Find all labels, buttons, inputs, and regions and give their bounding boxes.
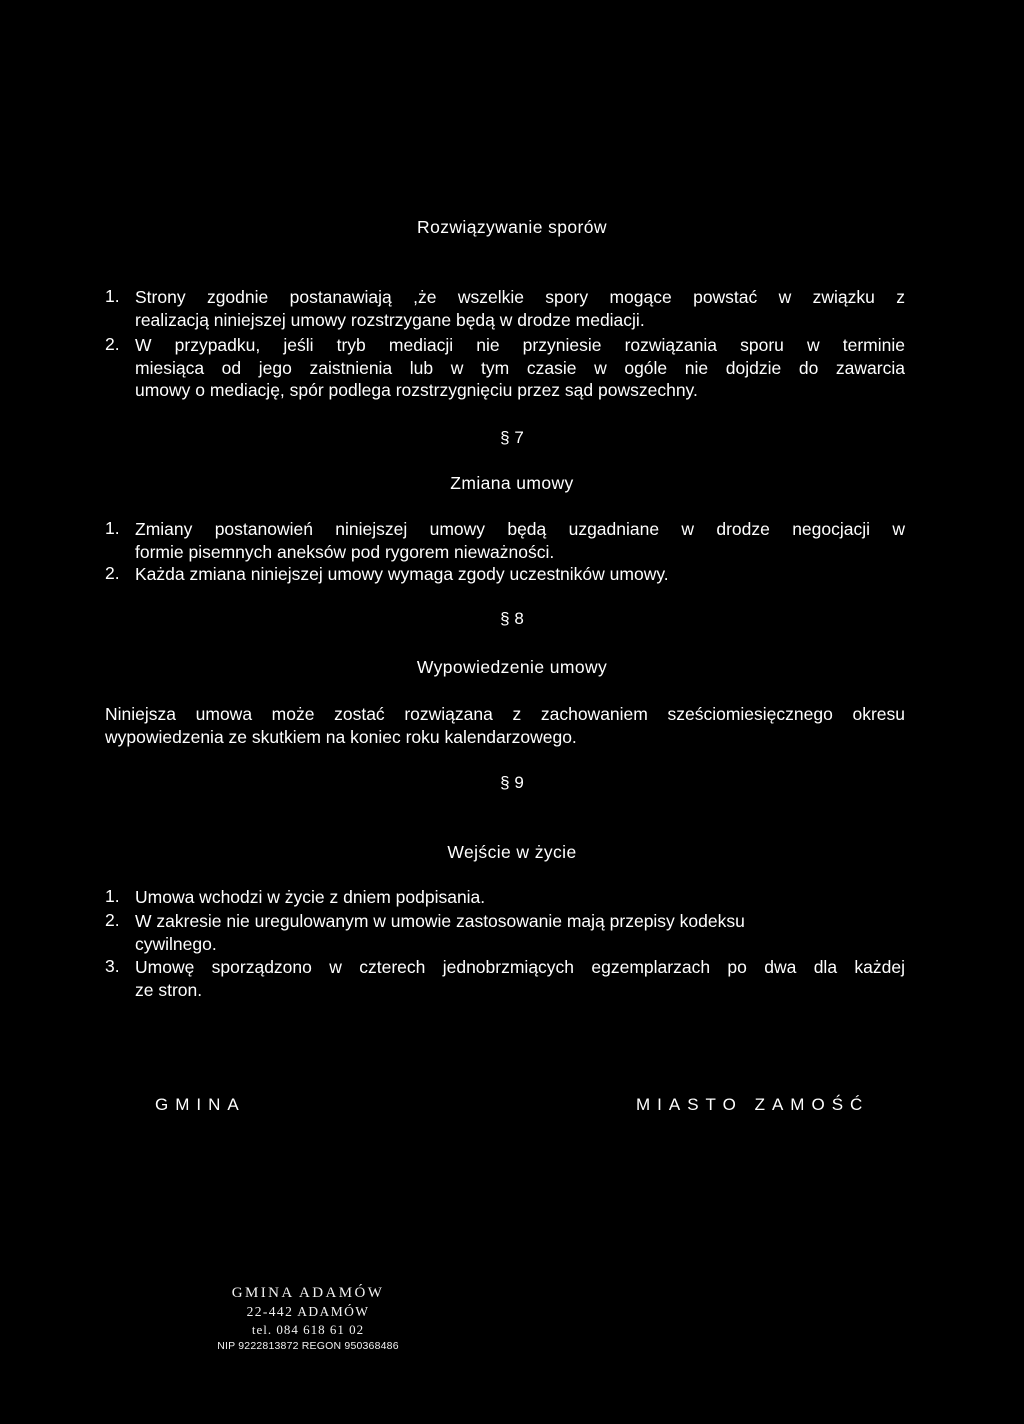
section-title-8: Wypowiedzenie umowy (416, 657, 608, 677)
official-stamp (180, 1284, 436, 1354)
section-sign-8: § 8 (500, 609, 524, 628)
text-line: formie pisemnych aneksów pod rygorem nieważności. (135, 541, 555, 562)
text-line: Zmiany postanowień niniejszej umowy będą uzgadniane w drodze negocjacji w (135, 519, 905, 539)
text-line: realizacją niniejszej umowy rozstrzygane będą w drodze mediacji. (135, 309, 645, 330)
text-line: W zakresie nie uregulowanym w umowie zastosowanie mają przepisy kodeksu (135, 911, 745, 931)
text-line: cywilnego. (135, 933, 217, 954)
section-title-9: Wejście w życie (447, 842, 577, 862)
signature-right-label: MIASTO ZAMOŚĆ (636, 1095, 870, 1114)
text-line: Każda zmiana niniejszej umowy wymaga zgody uczestników umowy. (135, 564, 669, 584)
text-line: Strony zgodnie postanawiają ,że wszelkie spory mogące powstać w związku z (135, 287, 905, 307)
list-item-text (135, 956, 905, 1001)
list-item-text (135, 334, 905, 402)
stamp-line: GMINA ADAMÓW (231, 1285, 385, 1301)
list-item-number: 1. (105, 286, 120, 306)
list-item-number: 2. (105, 563, 120, 583)
stamp-line: 22-442 ADAMÓW (246, 1304, 370, 1319)
list-item-text (135, 518, 905, 563)
section-sign-7: § 7 (500, 428, 524, 447)
text-line: umowy o mediację, spór podlega rozstrzygnięciu przez sąd powszechny. (135, 380, 698, 400)
section-title-disputes: Rozwiązywanie sporów (417, 217, 607, 237)
text-line: Umowa wchodzi w życie z dniem podpisania. (135, 887, 486, 907)
stamp-line: NIP 9222813872 REGON 950368486 (217, 1340, 399, 1352)
text-line: Niniejsza umowa może zostać rozwiązana z zachowaniem sześciomiesięcznego okresu (105, 704, 905, 724)
list-item-text (135, 886, 905, 909)
text-line: ze stron. (135, 979, 203, 1000)
list-item-number: 1. (105, 886, 120, 906)
section-title-7: Zmiana umowy (450, 473, 574, 493)
list-item-number: 2. (105, 910, 120, 930)
section-sign-9: § 9 (500, 773, 524, 792)
section-8-paragraph (105, 703, 905, 748)
text-line: wypowiedzenia ze skutkiem na koniec roku kalendarzowego. (105, 726, 577, 747)
text-line: Umowę sporządzono w czterech jednobrzmiących egzemplarzach po dwa dla każdej (135, 957, 905, 977)
text-line: miesiąca od jego zaistnienia lub w tym czasie w ogóle nie dojdzie do zawarcia (135, 357, 905, 378)
list-item-number: 1. (105, 518, 120, 538)
list-item-text (135, 910, 905, 955)
stamp-line: tel. 084 618 61 02 (251, 1322, 365, 1337)
text-line: W przypadku, jeśli tryb mediacji nie przyniesie rozwiązania sporu w terminie (135, 335, 905, 355)
list-item-number: 2. (105, 334, 120, 354)
list-item-text (135, 286, 905, 331)
signature-left-label: GMINA (155, 1095, 246, 1114)
list-item-number: 3. (105, 956, 120, 976)
list-item-text (135, 563, 905, 586)
